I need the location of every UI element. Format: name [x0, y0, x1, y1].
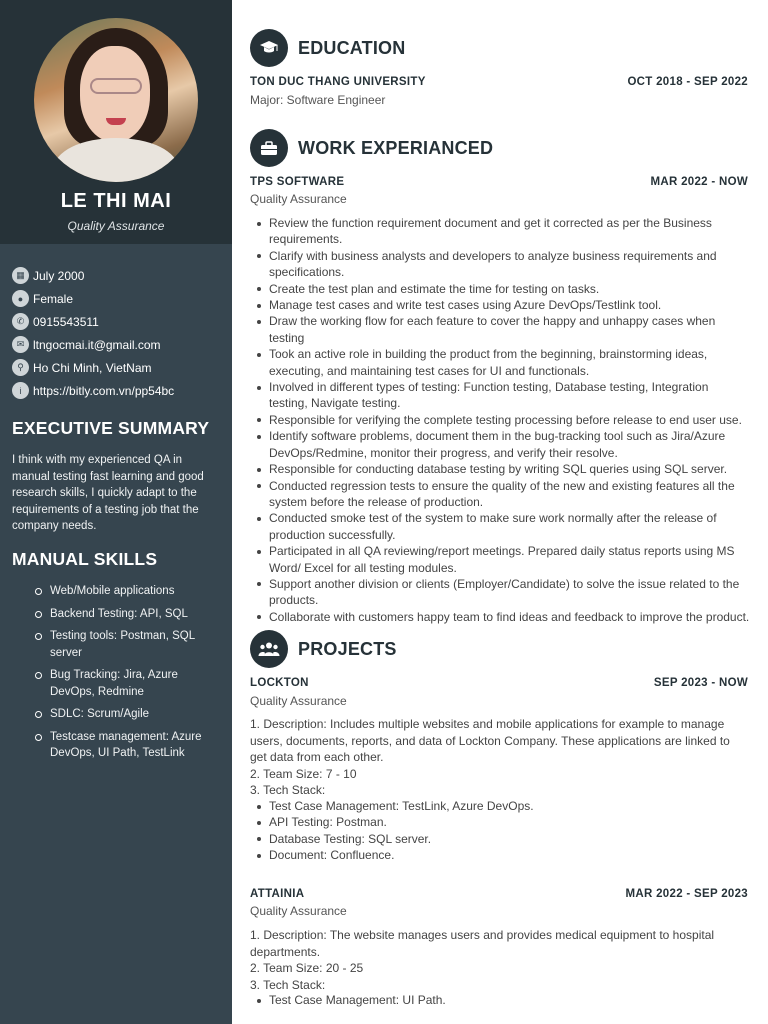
list-item: Document: Confluence.: [250, 847, 750, 863]
contact-phone[interactable]: [12, 310, 224, 333]
contact-location: [12, 356, 224, 379]
skills-list: [34, 583, 224, 768]
location-icon: ⚲: [12, 359, 29, 376]
email-icon: ✉: [12, 336, 29, 353]
contact-birthdate: [12, 264, 224, 287]
project-date: SEP 2023 - NOW: [653, 677, 748, 689]
profile-name: LE THI MAI: [60, 190, 172, 212]
list-item: SDLC: Scrum/Agile: [34, 706, 224, 723]
project-stack-label: 3. Tech Stack:: [250, 977, 326, 992]
education-header: [250, 29, 405, 67]
phone-icon: ✆: [12, 313, 29, 330]
list-item: Review the function requirement document and get it corrected as per the Business requirements.: [250, 215, 750, 248]
contact-text[interactable]: https://bitly.com.vn/pp54bc: [33, 383, 175, 398]
education-date: OCT 2018 - SEP 2022: [627, 76, 748, 88]
projects-header: [250, 630, 397, 668]
education-major: Major: Software Engineer: [250, 93, 386, 107]
list-item: Testing tools: Postman, SQL server: [34, 628, 224, 661]
section-title: EDUCATION: [298, 37, 406, 58]
work-role: Quality Assurance: [250, 192, 347, 206]
list-item: Testcase management: Azure DevOps, UI Path, TestLink: [34, 729, 224, 762]
work-header: [250, 129, 493, 167]
list-item: Bug Tracking: Jira, Azure DevOps, Redmine: [34, 667, 224, 700]
list-item: Manage test cases and write test cases using Azure DevOps/Testlink tool.: [250, 297, 750, 313]
list-item: Support another division or clients (Employer/Candidate) to solve the issue related to the products.: [250, 576, 750, 609]
project-description: 1. Description: Includes multiple websites and mobile applications for example to manage users, documents, reports, and data of Lockton Company. These applications are linked to get data from each other.: [250, 717, 730, 764]
team-icon: [250, 630, 288, 668]
list-item: Test Case Management: TestLink, Azure DevOps.: [250, 798, 750, 814]
list-item: Web/Mobile applications: [34, 583, 224, 600]
project-role: Quality Assurance: [250, 694, 347, 708]
project-stack: [250, 798, 750, 864]
contact-text[interactable]: 0915543511: [33, 314, 99, 329]
contact-text: Ho Chi Minh, VietNam: [33, 360, 152, 375]
briefcase-icon: [250, 129, 288, 167]
list-item: Backend Testing: API, SQL: [34, 606, 224, 623]
project-stack: [250, 992, 750, 1008]
contact-gender: [12, 287, 224, 310]
list-item: Conducted regression tests to ensure the quality of the new and existing features all the system before the release of production.: [250, 478, 750, 511]
contact-list: [12, 264, 224, 402]
school-name: TON DUC THANG UNIVERSITY: [250, 76, 426, 88]
project-row: [250, 888, 748, 900]
work-date: MAR 2022 - NOW: [650, 176, 748, 188]
contact-text: Female: [33, 291, 74, 306]
work-row: [250, 176, 748, 188]
work-duties: [250, 215, 750, 625]
list-item: Clarify with business analysts and developers to analyze business requirements and specifications.: [250, 248, 750, 281]
section-title: PROJECTS: [298, 638, 397, 659]
graduation-cap-icon: [250, 29, 288, 67]
project-team-size: 2. Team Size: 20 - 25: [250, 961, 364, 975]
list-item: Responsible for conducting database testing by writing SQL queries using SQL server.: [250, 461, 750, 477]
company-name: TPS SOFTWARE: [250, 176, 345, 188]
project-row: [250, 677, 748, 689]
calendar-icon: ▦: [12, 267, 29, 284]
user-icon: ●: [12, 290, 29, 307]
project-stack-label: 3. Tech Stack:: [250, 783, 326, 797]
project-details: [250, 927, 748, 993]
list-item: Involved in different types of testing: Function testing, Database testing, Integration testing, Navigate testing.: [250, 379, 750, 412]
list-item: Create the test plan and estimate the time for testing on tasks.: [250, 281, 750, 297]
summary-heading: EXECUTIVE SUMMARY: [12, 418, 210, 438]
list-item: Draw the working flow for each feature to cover the happy and unhappy cases when testing: [250, 313, 750, 346]
list-item: Conducted smoke test of the system to make sure work normally after the release of production successfully.: [250, 510, 750, 543]
profile-role: Quality Assurance: [67, 219, 165, 233]
summary-text: I think with my experienced QA in manual testing fast learning and good research skills, I quickly adapt to the requirements of a testing job that the company needs.: [12, 454, 204, 532]
contact-text[interactable]: ltngocmai.it@gmail.com: [33, 337, 161, 352]
project-name: ATTAINIA: [250, 888, 305, 900]
list-item: Collaborate with customers happy team to find ideas and feedback to improve the product.: [250, 609, 750, 625]
contact-link[interactable]: [12, 379, 224, 402]
profile-header: [0, 0, 232, 244]
skills-heading: MANUAL SKILLS: [12, 549, 158, 569]
list-item: Identify software problems, document them in the bug-tracking tool such as Jira/Azure DevOps/Redmine, monitor their progress, and verify their resolve.: [250, 428, 750, 461]
project-description: 1. Description: The website manages users and provides medical equipment to hospital departments.: [250, 928, 715, 959]
list-item: Took an active role in building the product from the beginning, brainstorming ideas, executing, and maintaining test cases for UI and functionals.: [250, 346, 750, 379]
avatar: [34, 18, 198, 182]
info-icon: i: [12, 382, 29, 399]
education-row: [250, 76, 748, 88]
contact-email[interactable]: [12, 333, 224, 356]
list-item: Test Case Management: UI Path.: [250, 992, 750, 1008]
project-details: [250, 716, 748, 799]
project-date: MAR 2022 - SEP 2023: [625, 888, 748, 900]
section-title: WORK EXPERIANCED: [298, 137, 494, 158]
project-name: LOCKTON: [250, 677, 309, 689]
sidebar: [0, 0, 232, 1024]
project-role: Quality Assurance: [250, 904, 347, 918]
project-team-size: 2. Team Size: 7 - 10: [250, 766, 357, 781]
list-item: Database Testing: SQL server.: [250, 831, 750, 847]
list-item: API Testing: Postman.: [250, 814, 750, 830]
list-item: Participated in all QA reviewing/report meetings. Prepared daily status reports using MS Word/ Excel for all testing modules.: [250, 543, 750, 576]
contact-text: July 2000: [33, 268, 85, 283]
list-item: Responsible for verifying the complete testing processing before release to end user use.: [250, 412, 750, 428]
